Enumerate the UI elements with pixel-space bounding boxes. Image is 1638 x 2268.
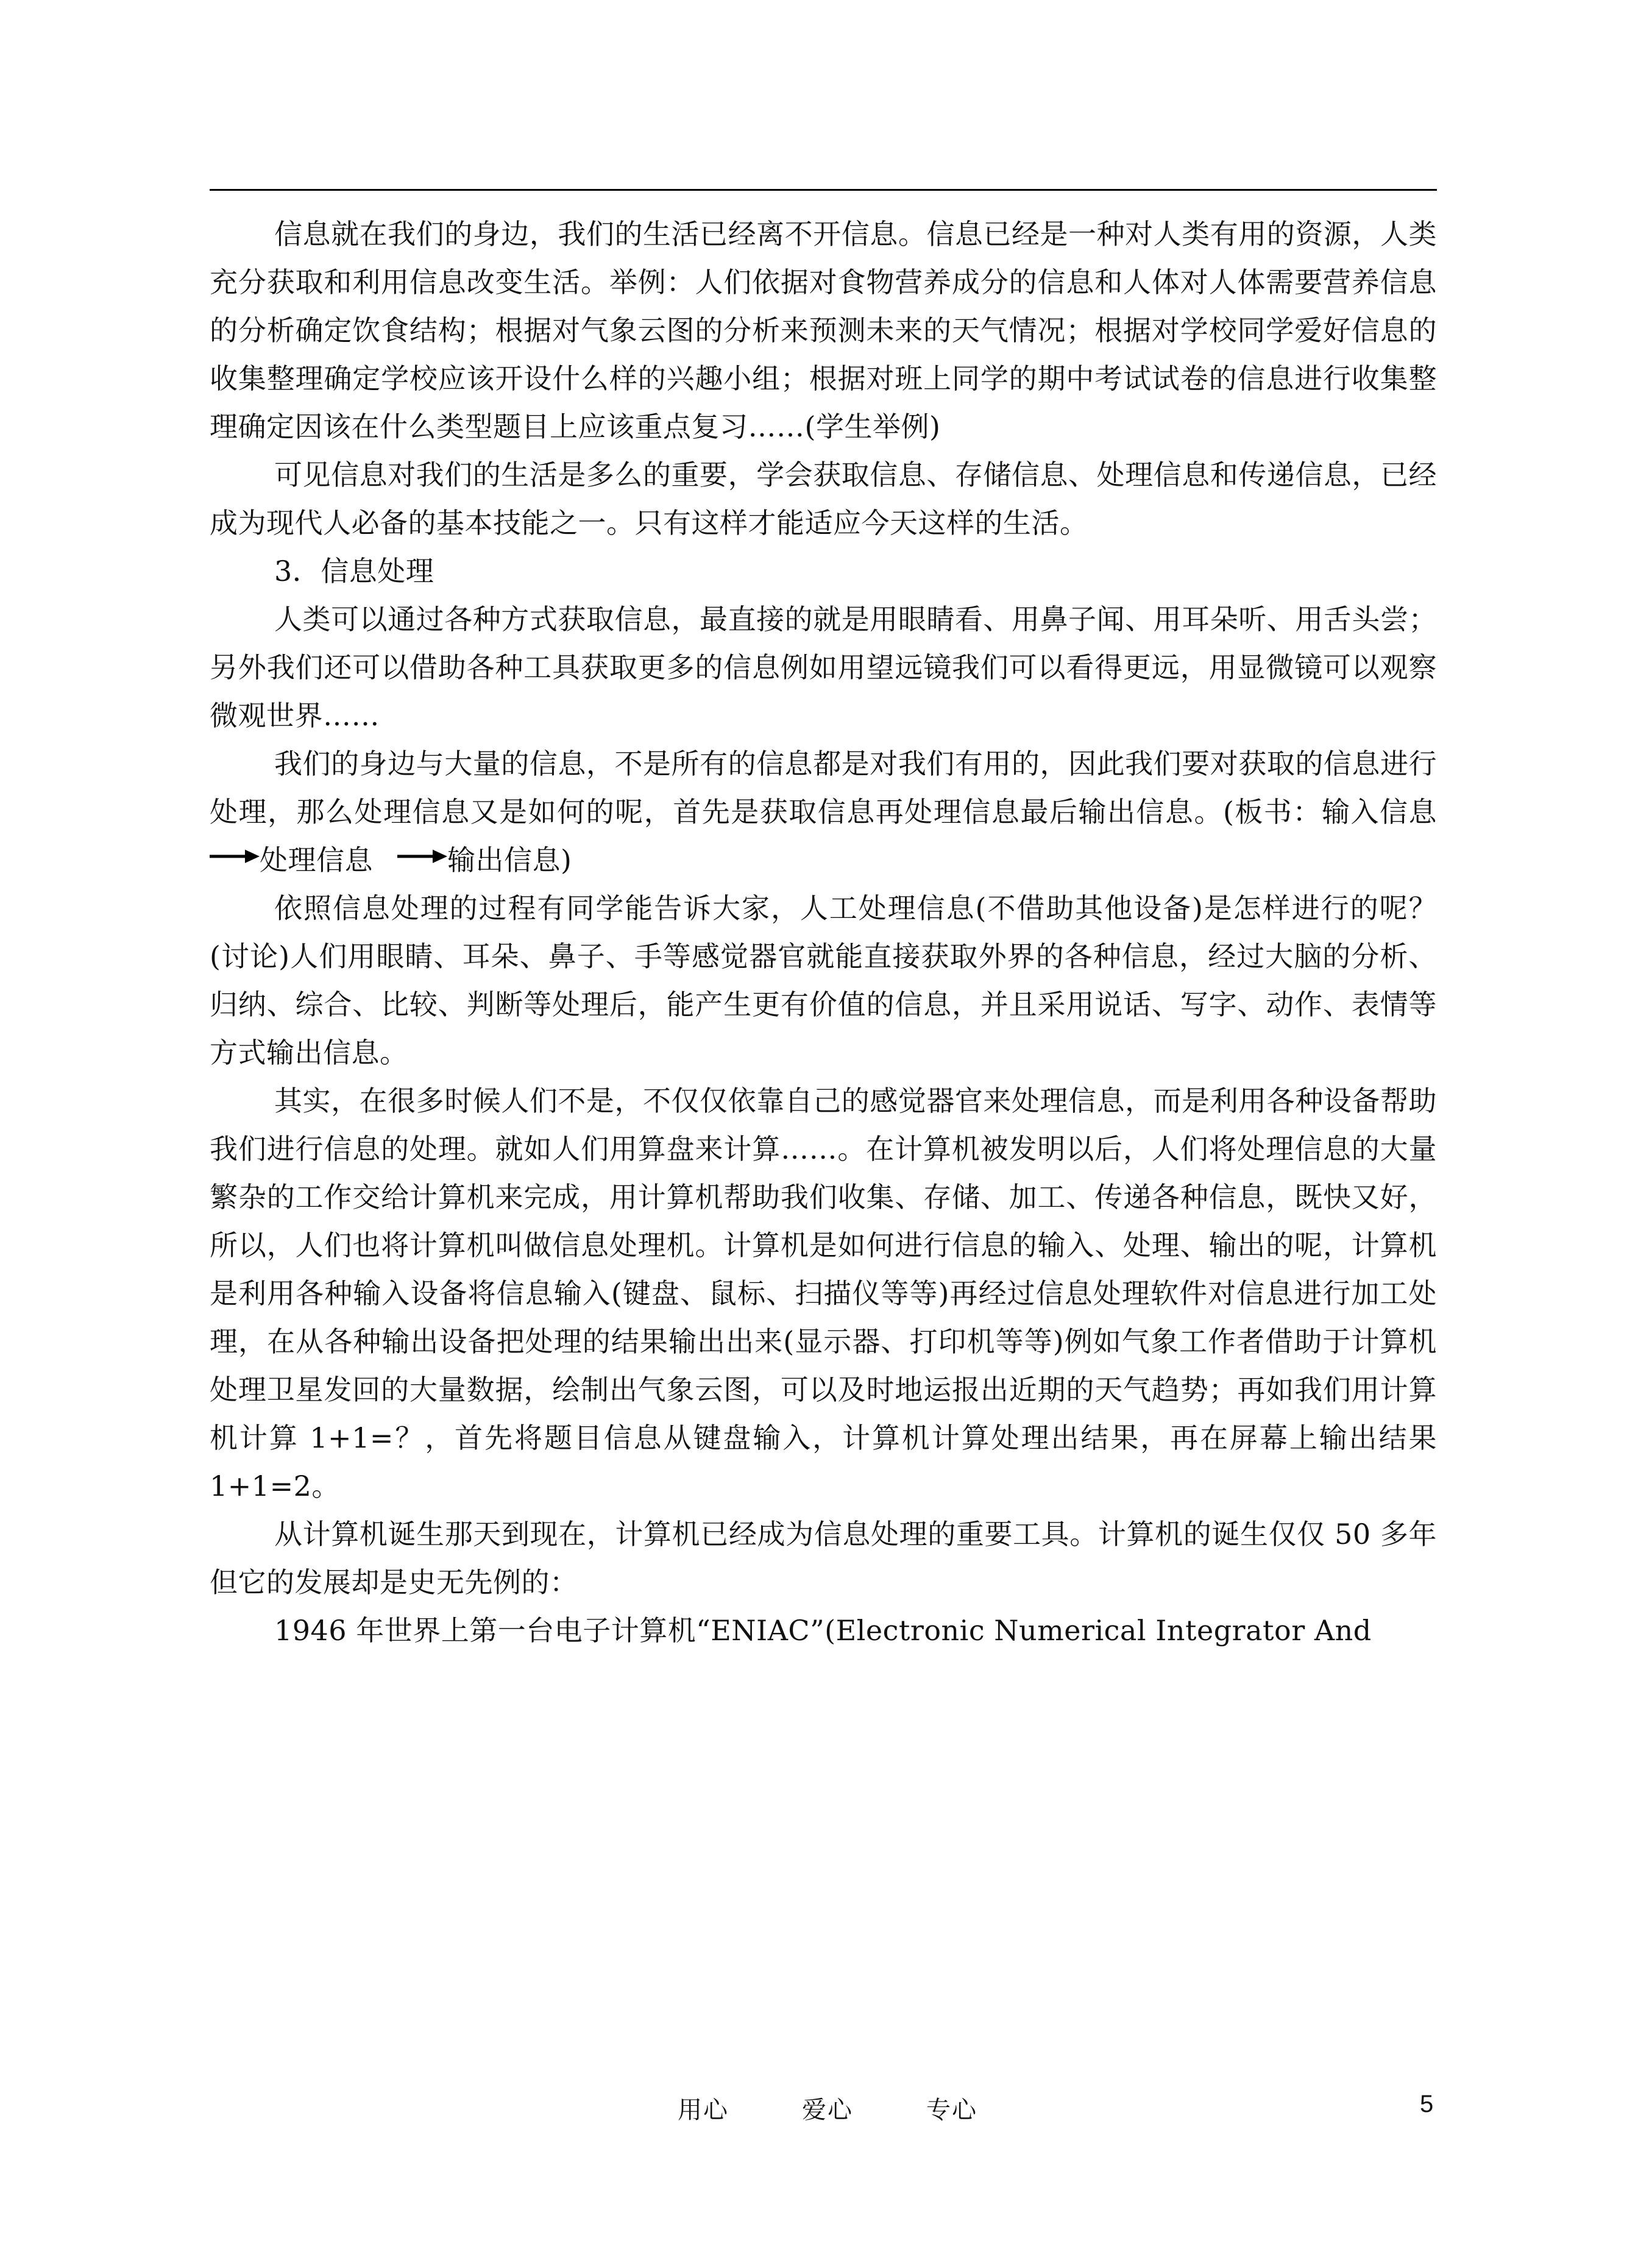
page-footer [0,2091,1638,2127]
section-heading-information-processing: 3．信息处理 [274,555,434,588]
document-body [210,210,1437,1655]
paragraph-information-around-us: 信息就在我们的身边，我们的生活已经离不开信息。信息已经是一种对人类有用的资源，人类充分获取和利用信息改变生活。举例：人们依据对食物营养成分的信息和人体对人体需要营养信息的分析确定饮食结构；根据对气象云图的分析来预测未来的天气情况；根据对学校同学爱好信息的收集整理确定学校应该开设什么样的兴趣小组；根据对班上同学的期中考试试卷的信息进行收集整理确定因该在什么类型题目上应该重点复习……(学生举例) [210,218,1437,443]
footer-motto-item: 用心 [678,2096,729,2124]
paragraph-eniac: 1946 年世界上第一台电子计算机“ENIAC”(Electronic Numerical Integrator And [274,1614,1372,1647]
flow-arrow-icon [397,844,447,872]
paragraph-importance-of-information: 可见信息对我们的生活是多么的重要，学会获取信息、存储信息、处理信息和传递信息，已经成为现代人必备的基本技能之一。只有这样才能适应今天这样的生活。 [210,458,1437,539]
paragraph-computer-history: 从计算机诞生那天到现在，计算机已经成为信息处理的重要工具。计算机的诞生仅仅 50 多年但它的发展却是史无先例的： [210,1518,1437,1599]
flow-step-input: 输入信息 [1321,795,1438,828]
footer-motto-item: 爱心 [802,2096,853,2124]
paragraph-manual-processing: 依照信息处理的过程有同学能告诉大家，人工处理信息(不借助其他设备)是怎样进行的呢？(讨论)人们用眼睛、耳朵、鼻子、手等感觉器官就能直接获取外界的各种信息，经过大脑的分析、归纳、综合、比较、判断等处理后，能产生更有价值的信息，并且采用说话、写字、动作、表情等方式输出信息。 [210,892,1437,1069]
paragraph-processing-flow-text: 我们的身边与大量的信息，不是所有的信息都是对我们有用的，因此我们要对获取的信息进行处理，那么处理信息又是如何的呢，首先是获取信息再处理信息最后输出信息。(板书： [210,747,1437,828]
header-rule [210,189,1437,191]
flow-step-output: 输出信息) [447,844,572,876]
page-number: 5 [1420,2091,1434,2117]
flow-step-process: 处理信息 [260,844,373,876]
footer-motto [678,2091,1051,2125]
paragraph-computer-processing: 其实，在很多时候人们不是，不仅仅依靠自己的感觉器官来处理信息，而是利用各种设备帮助我们进行信息的处理。就如人们用算盘来计算……。在计算机被发明以后，人们将处理信息的大量繁杂的工作交给计算机来完成，用计算机帮助我们收集、存储、加工、传递各种信息，既快又好，所以，人们也将计算机叫做信息处理机。计算机是如何进行信息的输入、处理、输出的呢，计算机是利用各种输入设备将信息输入(键盘、鼠标、扫描仪等等)再经过信息处理软件对信息进行加工处理，在从各种输出设备把处理的结果输出出来(显示器、打印机等等)例如气象工作者借助于计算机处理卫星发回的大量数据，绘制出气象云图，可以及时地运报出近期的天气趋势；再如我们用计算机计算 1+1=？，首先将题目信息从键盘输入，计算机计算处理出结果，再在屏幕上输出结果 1+1=2。 [210,1084,1437,1502]
flow-arrow-icon [210,844,260,872]
paragraph-ways-to-obtain-information: 人类可以通过各种方式获取信息，最直接的就是用眼睛看、用鼻子闻、用耳朵听、用舌头尝；另外我们还可以借助各种工具获取更多的信息例如用望远镜我们可以看得更远，用显微镜可以观察微观世界…… [210,603,1437,732]
footer-motto-item: 专心 [926,2096,977,2124]
paragraph-processing-flow [210,740,1437,884]
